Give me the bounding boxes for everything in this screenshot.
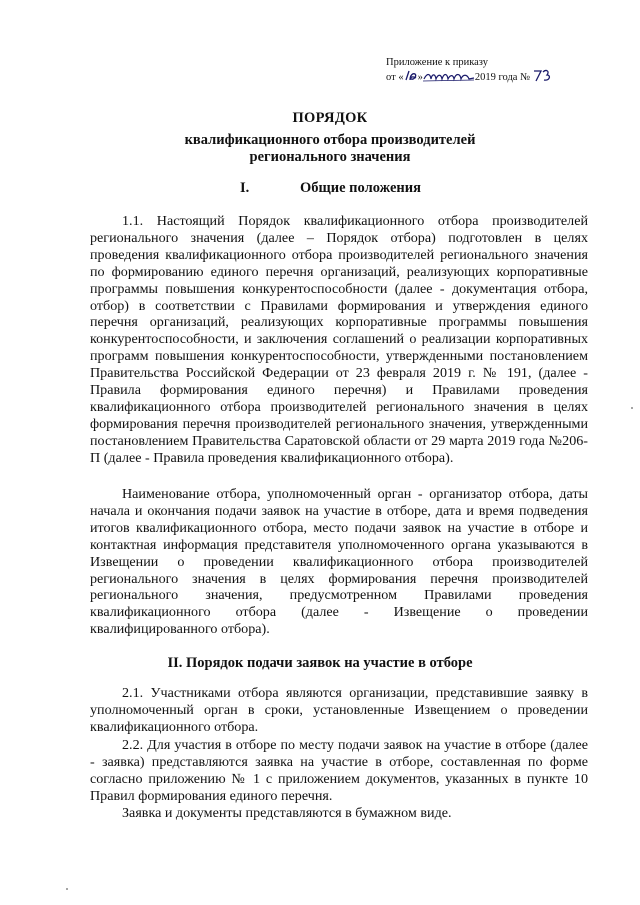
handwritten-number-icon (533, 69, 553, 87)
paragraph-2-3: Заявка и документы представляются в бумажном виде. (122, 805, 452, 821)
section-1-number: I. (240, 180, 250, 196)
attachment-line-2 (386, 69, 553, 87)
paragraph-1-2: Наименование отбора, уполномоченный орган - организатор отбора, даты начала и окончания подачи заявок на участие в отборе, дата и время подведения итогов квалификационного отбора, место подачи заявок на участие в отборе и контактная информация представителя уполномоченного органа указываются в Извещении о проведении квалификационного отбора производителей регионального значения в целях формирования перечня производителей регионального значения, предусмотренном Правилами проведения квалификационного отбора (далее - Извещение о проведении квалифицированного отбора). (90, 486, 588, 638)
section-2-title: II. Порядок подачи заявок на участие в отборе (167, 655, 473, 671)
attachment-date-prefix: от « (386, 72, 404, 83)
attachment-date-year: 2019 года № (474, 72, 531, 83)
scan-speck (631, 407, 633, 409)
document-subtitle-line-2: регионального значения (249, 149, 411, 165)
paragraph-2-1: 2.1. Участниками отбора являются организации, представившие заявку в уполномоченный орган в сроки, установленные Извещением о проведении квалификационного отбора. (90, 685, 588, 735)
section-1-title: Общие положения (300, 180, 421, 196)
paragraph-1-1: 1.1. Настоящий Порядок квалификационного отбора производителей регионального значения (далее – Порядок отбора) подготовлен в целях проведения квалификационного отбора производителей регионального значения по формированию единого перечня организаций, реализующих корпоративные программы повышения конкурентоспособности (далее - документация отбора, отбор) в соответствии с Правилами формирования и утверждения единого перечня организаций, реализующих корпоративные программы повышения конкурентоспособности, и заключения соглашений о реализации корпоративных программ повышения конкурентоспособности, утвержденными постановлением Правительства Российской Федерации от 23 февраля 2019 г. № 191, (далее - Правила формирования единого перечня) и Правилами проведения квалификационного отбора производителей регионального значения в целях формирования перечня производителей регионального значения, утвержденными постановлением Правительства Саратовской области от 29 марта 2019 года №206-П (далее - Правила проведения квалификационного отбора). (90, 213, 588, 466)
attachment-line-1: Приложение к приказу (386, 57, 488, 68)
handwritten-day-icon (404, 69, 418, 87)
document-title: ПОРЯДОК (292, 110, 368, 126)
attachment-date-quote: » (417, 72, 423, 83)
scan-speck (66, 888, 68, 890)
paragraph-2-2: 2.2. Для участия в отборе по месту подачи заявок на участие в отборе (далее - заявка) представляются заявка на участие в отборе, составленная по форме согласно приложению № 1 с приложением документов, указанных в пункте 10 Правил формирования единого перечня. (90, 737, 588, 804)
document-subtitle-line-1: квалификационного отбора производителей (184, 132, 476, 148)
handwritten-month-icon (423, 69, 475, 87)
